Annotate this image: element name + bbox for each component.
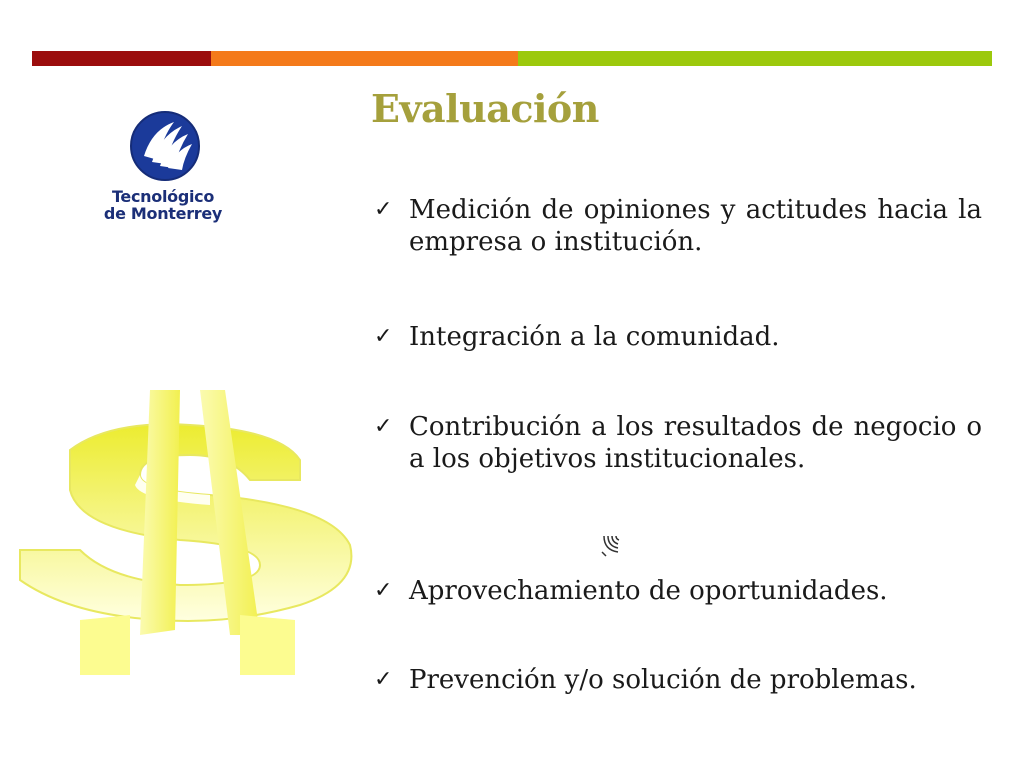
bullet-item	[374, 664, 982, 696]
checkmark-icon: ✓	[374, 578, 393, 603]
bullet-text: Aprovechamiento de oportunidades.	[409, 576, 888, 606]
bullet-item	[374, 575, 982, 607]
bullet-text: Integración a la comunidad.	[409, 322, 780, 352]
header-band-orange	[211, 51, 518, 66]
checkmark-icon: ✓	[374, 667, 393, 692]
decorative-flourish-icon	[598, 530, 626, 558]
bullet-item	[374, 194, 982, 258]
dollar-sign-background-icon	[10, 380, 370, 680]
logo-wordmark	[100, 188, 226, 222]
logo-line-1: Tecnológico	[111, 187, 215, 206]
bullet-text: Medición de opiniones y actitudes hacia la empresa o institución.	[409, 195, 982, 257]
bullet-item	[374, 411, 982, 475]
logo-line-2: de Monterrey	[103, 204, 223, 223]
header-band-red	[32, 51, 211, 66]
checkmark-icon: ✓	[374, 197, 393, 222]
bullet-item	[374, 321, 982, 353]
bullet-text: Contribución a los resultados de negocio o a los objetivos institucionales.	[409, 412, 982, 474]
slide-title: Evaluación	[371, 86, 599, 131]
bullet-text: Prevención y/o solución de problemas.	[409, 665, 917, 695]
header-band-green	[518, 51, 992, 66]
checkmark-icon: ✓	[374, 324, 393, 349]
checkmark-icon: ✓	[374, 414, 393, 439]
